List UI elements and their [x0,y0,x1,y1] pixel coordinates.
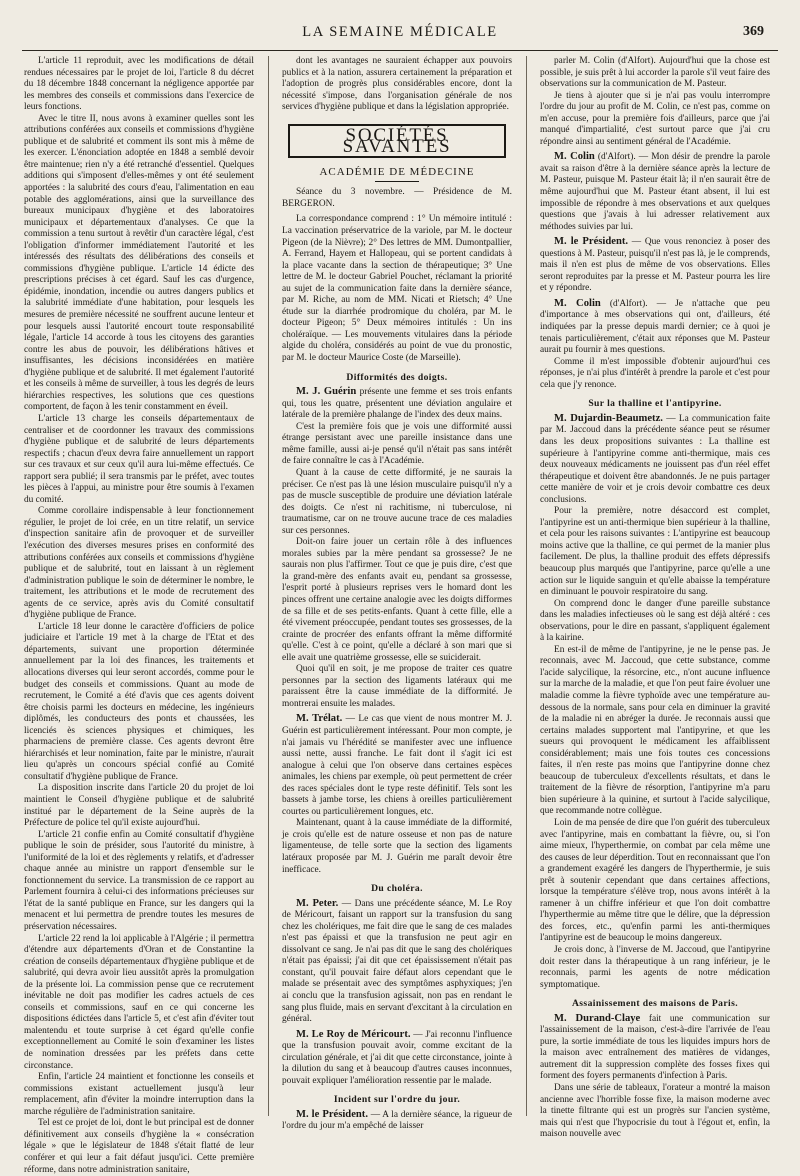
paragraph: L'article 18 leur donne le caractère d'officiers de police judiciaire et l'article 19 met à la charge de l'Etat et des départements, suivant une proportion déterminée annuellement par la loi des finances, les traitements et allocations diverses qui leur seront accordés, comme pour le budget des conseils et commissions. Quant au mode de recrutement, le Comité a été d'avis que ces agents doivent être choisis parmi les docteurs en médecine, les ingénieurs diplômés, les conducteurs des ponts et chaussées, les licenciés ès sciences physiques et chimiques, les pharmaciens de première classe. Ces agents devront être hiérarchisés et leur nomination, faite par le ministre, n'aurait lieu qu'après un concours spécial confié au Comité consultatif d'hygiène publique de France. [24,621,254,782]
topic-heading: Assainissement des maisons de Paris. [571,998,739,1010]
speech-paragraph [540,151,770,233]
paragraph: On comprend donc le danger d'une pareille substance dans les maladies infectieuses où le sang est déjà altéré : ces observations, pour le dire en passant, s'appliquent également à la kairine. [540,598,770,644]
paragraph: L'article 11 reproduit, avec les modifications de détail rendues nécessaires par le projet de loi, l'article 8 du décret du 18 décembre 1848 concernant la négligence apportée par les membres des conseils et commissions dans l'exercice de leurs fonctions. [24,56,254,113]
paragraph: parler M. Colin (d'Alfort). Aujourd'hui que la chose est possible, je suis prêt à lui accorder la parole s'il veut faire des observations sur la communication de M. Pasteur. [540,56,770,90]
paragraph: Je crois donc, à l'inverse de M. Jaccoud, que l'antipyrine doit rester dans la thérapeutique à un rang inférieur, je le reconnais, parmi les agents de notre médication symptomatique. [540,945,770,990]
column-1 [24,56,254,1175]
paragraph: Loin de ma pensée de dire que l'on guérit des tuberculeux avec l'antipyrine, mais en combattant la fièvre, ou, si l'on aime mieux, l'hyperthermie, on combat par cela même une des causes de leur déperdition. Tout en reconnaissant que l'on a grandement exagéré les dangers de l'hyperthermie, je suis prêt à soutenir cependant que dans certaines affections, lorsque la température s'élève trop, nous avons intérêt à la ramener à un chiffre inférieur et que l'on doit combattre l'hyperthermie au même titre que le délire, que la dépression des forces, etc., qu'enfin parmi les anti-thermiques l'antipyrine est de beaucoup le moins dangereux. [540,818,770,944]
section-title: SOCIÉTÉS SAVANTES [288,124,506,158]
column-2 [282,56,512,1132]
paragraph: Tel est ce projet de loi, dont le but principal est de donner définitivement aux conseils d'hygiène la « consécration légale » que le législateur de 1848 s'était flatté de leur conférer et qui leur a fait défaut jusqu'ici. Cette première réforme, dans notre administration sanitaire, [24,1118,254,1175]
paragraph: L'article 22 rend la loi applicable à l'Algérie ; il permettra d'étendre aux départements d'Oran et de Constantine la création de conseils départementaux d'hygiène publique et de salubrité, qui devra avoir lieu aussitôt après la promulgation de la présente loi. La commission pense que ce recrutement inévitable ne doit pas modifier les cadres actuels de ces conseils et commissions, sauf en ce qui concerne les dispositions édictées dans l'article 5, et c'est afin d'éviter tout malentendu et toute surprise à cet égard qu'elle confie exceptionnellement au Comité le soin d'examiner les listes de nomination dressées par les préfets dans cette circonstance. [24,933,254,1071]
speech-text: — Dans une précédente séance, M. Le Roy de Méricourt, faisant un rapport sur la transfusion du sang chez les cholériques, me fait dire que le sang de ces malades n'est pas épaissi et que la transfusion ne peut agir en dissolvant ce sang. Je n'ai pas dit que le sang des cholériques n'était pas épaissi; j'ai dit que cet épaississement n'était pas constant, qu'il pouvait faire défaut alors cependant que le malade se présentait avec des symptômes asphyxiques; j'en ai conclu que la transfusion agissait, non pas en rendant le sang plus fluide, mais en servant d'excitant à la circulation en général. [282,898,512,1025]
paragraph: Maintenant, quant à la cause immédiate de la difformité, je crois qu'elle est de nature osseuse et non pas de nature ligamenteuse, de telle sorte que la section des ligaments latéraux proposée par M. J. Guérin me paraît devoir être inefficace. [282,818,512,875]
speech-paragraph [282,898,512,1026]
column-divider [526,56,527,1116]
speech-text: — Le cas que vient de nous montrer M. J. Guérin est particulièrement intéressant. Pour mon compte, je n'ai jamais vu l'hérédité se manifester avec une influence aussi nette, aussi franche. Le fait dont il s'agit ici est analogue à celui que l'on observe dans certaines espèces animales, les chiens par exemple, où peut permettent de créer des races spéciales dont le type reste définitif. Tels sont les bassets à jambe torse, les chiens à oreilles particulièrement courtes ou particulièrement longues, etc. [282,714,512,817]
speech-text: — La communication faite par M. Jaccoud dans la précédente séance peut se résumer dans les deux propositions suivantes : La thalline est supérieure à l'antipyrine comme anti-thermique, mais ces deux nouveaux médicaments ne jouissent pas d'un réel effet thérapeutique et doivent être abandonnés. Je ne puis partager cette manière de voir et je crois devoir combattre ces deux conclusions. [540,413,771,505]
short-rule [375,181,419,182]
speech-text: — Que vous renonciez à poser des questions à M. Pasteur, puisqu'il n'est pas là, je le comprends, mais il n'en est plus de même de vos observations. Elles seront reproduites par la presse et M. Pasteur pourra les lire et y répondre. [540,237,770,294]
speaker-name: M. le Président. [554,236,629,248]
speaker-name: M. Peter. [296,897,339,909]
paragraph: L'article 21 confie enfin au Comité consultatif d'hygiène publique le soin de présider, sous l'autorité du ministre, à l'uniformité de la loi et des règlements y relatifs, et d'adresser chaque année au ministre un rapport d'ensemble sur le fonctionnement du service. La transmission de ce rapport au Parlement fournira à celui-ci des informations précieuses sur l'état de la santé publique en France, sur les dangers qui la menacent et lui permettra de prendre toutes les mesures de préservation nécessaires. [24,829,254,933]
paragraph: La disposition inscrite dans l'article 20 du projet de loi maintient le Conseil d'hygiène publique et de salubrité institué par le département de la Seine auprès de la Préfecture de police tel qu'il existe aujourd'hui. [24,783,254,829]
speech-text: fait une communication sur l'assainissement de la maison, c'est-à-dire l'arrivée de l'eau pure, la sortie immédiate de tous les liquides impurs hors de la maison avec entraînement des matières de vidanges, autrement dit la suppression complète des fosses fixes qui forment des foyers permanents d'infection à Paris. [540,1013,770,1082]
speaker-name: M. J. Guérin [296,386,357,398]
paragraph: C'est la première fois que je vois une difformité aussi étrange persistant avec une pareille insistance dans une même famille, aussi ai-je pensé qu'il n'était pas sans intérêt de faire connaître le cas à l'Académie. [282,421,512,467]
speech-paragraph [282,1109,512,1133]
speech-text: présente une femme et ses trois enfants qui, tous les quatre, présentent une déviation angulaire et latérale de la première phalange de l'index des deux mains. [282,387,512,421]
correspondence-paragraph: La correspondance comprend : 1° Un mémoire intitulé : La vaccination préservatrice de la variole, par M. le docteur Pigeon (de la Nièvre); 2° Des lettres de MM. Dumontpallier, A. Ferrand, Hayem et Hallopeau, qui se portent candidats à la place vacante dans la section de thérapeutique; 3° Une lettre de M. le docteur Gabriel Pouchet, réclamant la priorité au sujet de la communication faite dans la dernière séance, par M. Riche, au nom de MM. Nicati et Rietsch; 4° Une étude sur la diarrhée prodromique du choléra, par M. le docteur Pigeon; 5° Deux mémoires intitulés : Un ins choléraïque. — Les mouvements vitulaires dans la période algide du choléra, considérés au point de vue du pronostic, par M. le docteur Maurice Coste (de Marseille). [282,214,512,364]
speech-paragraph [540,236,770,295]
academy-title: ACADÉMIE DE MÉDECINE [319,165,475,178]
speech-paragraph [282,386,512,422]
session-line: Séance du 3 novembre. — Présidence de M. BERGERON. [282,187,512,209]
speech-paragraph [540,413,770,506]
speaker-name: M. Colin [554,151,595,163]
column-3 [540,56,771,1140]
paragraph: Dans une série de tableaux, l'orateur a montré la maison ancienne avec l'horrible fosse fixe, la maison moderne avec la tinette filtrante qui est un progrès sur l'ancien système, mais qui n'est que l'hypocrisie du tout à l'égout et, enfin, la maison nouvelle avec [540,1083,770,1140]
paragraph: Je tiens à ajouter que si je n'ai pas voulu interrompre l'ordre du jour au profit de M. Colin, ce n'est pas, comme on m'en accuse, pour la première fois d'ailleurs, parce que j'ai manqué d'impartialité, c'est surtout parce que j'ai cru répondre ainsi au sentiment général de l'Académie. [540,90,770,147]
page-number: 369 [743,24,764,39]
speech-text: — J'ai reconnu l'influence que la transfusion pouvait avoir, comme excitant de la circulation générale, et j'ai dit que cette circonstance, jointe à la dilution du sang et à beaucoup d'autres causes inconnues, pouvait expliquer l'amélioration ressentie par le malade. [282,1029,512,1086]
speech-text: — A la dernière séance, la rigueur de l'ordre du jour m'a empêché de laisser [282,1109,512,1132]
paragraph: Comme corollaire indispensable à leur fonctionnement régulier, le projet de loi crée, en un titre relatif, un service d'inspection sanitaire afin de provoquer et de surveiller l'exécution des diverses mesures prises en conformité des attributions conférées aux conseils et commissions d'hygiène publique et de salubrité, tout en laissant à un règlement d'administration publique le soin de déterminer le nombre, le traitement, les attributions et le mode de recrutement des agents de ce service, après avis du Comité consultatif d'hygiène publique de France. [24,506,254,621]
paragraph: Pour la première, notre désaccord est complet, l'antipyrine est un anti-thermique bien supérieur à la thalline, et cela pour les raisons suivantes : L'antipyrine est beaucoup moins active que la thalline, ce qui permet de la manier plus facilement. De plus, la thalline produit des effets dépressifs beaucoup plus marqués que l'antipyrine, parce qu'elle a une action sur le liquide sanguin et qu'elle abaisse la température en diminuant le pouvoir respiratoire du sang. [540,506,770,598]
running-title: LA SEMAINE MÉDICALE [302,24,498,40]
topic-heading: Sur la thalline et l'antipyrine. [588,398,722,410]
column-divider [268,56,269,1116]
topic-heading: Difformités des doigts. [346,371,448,383]
speaker-name: M. Trélat. [296,713,343,725]
speech-paragraph [282,1029,512,1088]
speaker-name: M. le Président. [296,1108,368,1120]
speech-text: (d'Alfort). — Mon désir de prendre la parole avait sa raison d'être à la dernière séance après la lecture de M. Pasteur, puisque M. Pasteur était là; il n'en saurait être de même aujourd'hui que M. Pasteur étant absent, il lui est impossible de répondre à mes observations et aux quelques questions que j'avais à lui adresser relativement aux méthodes suivies par lui. [540,152,770,232]
speech-text: (d'Alfort). — Je n'attache que peu d'importance à mes observations qui ont, d'ailleurs, été indiquées par la presse depuis mardi dernier; ce à quoi je tenais particulièrement, c'était aux réponses que M. Pasteur aurait pu fournir à mes questions. [540,298,770,356]
paragraph: Doit-on faire jouer un certain rôle à des influences morales subies par la mère pendant sa grossesse? Je ne saurais non plus l'affirmer. Tout ce que je puis dire, c'est que la grand-mère des enfants avait eu, pendant sa grossesse, l'esprit porté à plusieurs reprises vers le homard dont les pinces offrent une certaine analogie avec les doigts difformes de sa fille et de ses petits-enfants. Quant à cette fille, elle a été vivement préoccupée, pendant toutes ses grossesses, de la crainte de procréer des enfants offrant la même difformité qu'elle. C'est à ce point, qu'elle a déclaré à son mari que si elle avait une quatrième grossesse, elle se suiciderait. [282,537,512,663]
speech-paragraph [282,713,512,818]
paragraph: L'article 13 charge les conseils départementaux de centraliser et de coordonner les travaux des commissions d'hygiène publique et de salubrité de leurs départements respectifs ; chacun d'eux devra faire annuellement un rapport sur ces travaux et sur ceux qu'il aura lui-même effectués. Ce rapport sera publié; il sera transmis par le préfet, avec toutes les pièces à l'appui, au ministre pour être soumis à l'examen du comité. [24,413,254,505]
page-header [0,24,800,50]
paragraph: Quoi qu'il en soit, je me propose de traiter ces quatre personnes par la section des ligaments latéraux qui me paraissent être la cause immédiate de la difformité. Je montrerai ensuite les malades. [282,664,512,709]
paragraph: En est-il de même de l'antipyrine, je ne le pense pas. Je reconnais, avec M. Jaccoud, que cette substance, comme l'acide salycilique, la résorcine, etc., n'ont aucune influence sur la marche de la maladie, et que l'on peut faire évoluer une maladie comme la fièvre typhoïde avec une température au-dessous de la normale, sans pour cela en diminuer la gravité de la maladie ni en abréger la durée. Je reconnais aussi que certains malades supportent mal l'antipyrine, et que les sueurs qui provoquent le médicament les affaiblissent considérablement; mais une fois toutes ces concessions faites, il n'en reste pas moins que l'antipyrine donne chez beaucoup de tuberculeux d'excellents résultats, et dans le traitement de la fièvre de résorption, l'antipyrine m'a paru bien supérieure à la quinine, et surtout à l'acide salycilique, que recommande notre collègue. [540,644,770,817]
speech-paragraph [540,298,770,357]
paragraph: Quant à la cause de cette difformité, je ne saurais la préciser. Ce n'est pas là une lésion musculaire puisqu'il n'y a pas de muscle susceptible de produire une déviation latérale des doigts. Ce n'est ni rachitisme, ni tuberculose, ni traumatisme, car on ne trouve aucune trace de ces maladies sur ces personnes. [282,467,512,536]
speech-paragraph [540,1013,770,1083]
speaker-name: M. Durand-Claye [554,1012,641,1024]
header-rule [22,50,778,51]
paragraph: Comme il m'est impossible d'obtenir aujourd'hui ces réponses, je n'ai plus d'intérêt à prendre la parole et c'est pour cela que j'y renonce. [540,356,770,390]
speaker-name: M. Colin [554,297,601,309]
paragraph: Avec le titre II, nous avons à examiner quelles sont les attributions conférées aux conseils et commissions d'hygiène publique et de salubrité et comment ils sont mis à même de les exercer. L'énonciation adoptée en 1848 a semblé devoir être maintenue; rien n'y a été retranché d'essentiel. Quelques additions qui s'imposent d'elles-mêmes y ont été seulement apportées : la salubrité des cours d'eau, l'alimentation en eau potable des agglomérations, ainsi que la surveillance des bureaux municipaux d'hygiène et des laboratoires municipaux et départementaux d'analyses. Ce que la commission a tenu surtout à revêtir d'un caractère légal, c'est l'obligation d'informer immédiatement l'autorité et les intéressés des résultats des délibérations des conseils et commissions d'hygiène publique. L'article 14 édicte des prescriptions précises à cet égard. Sauf les cas d'urgence, épidémie, inondation, incendie ou autres dangers publics et la salubrité immédiate d'une habitation, pour lesquels les mesures de première nécessité ne souffrent aucune lenteur et pour lesquels aussi l'autorité encourt toute responsabilité légale, l'article 14 accorde à tous les citoyens des garanties contre les abus de pouvoir, les délibérations hâtives et insuffisantes, les décisions inconsidérées en matière d'hygiène publique et de salubrité. Il met également l'autorité et les conseils à même de surveiller, à tous les degrés de leurs hiérarchies respectives, les solutions que ces questions comportent, de façon à les tenir constamment en éveil. [24,113,254,413]
topic-heading: Du choléra. [371,883,423,895]
paragraph: Enfin, l'article 24 maintient et fonctionne les conseils et commissions existant actuellement jusqu'à leur remplacement, afin d'éviter la moindre interruption dans la marche régulière de l'administration sanitaire. [24,1072,254,1117]
paragraph: dont les avantages ne sauraient échapper aux pouvoirs publics et à la nation, assurera certainement la préparation et l'adoption de progrès plus considérables encore, dont la nécessité s'impose, dans l'organisation générale de nos services d'hygiène publique et dans la législation appropriée. [282,56,512,113]
topic-heading: Incident sur l'ordre du jour. [333,1094,461,1106]
speaker-name: M. Le Roy de Méricourt. [296,1028,411,1040]
speaker-name: M. Dujardin-Beaumetz. [554,412,663,424]
